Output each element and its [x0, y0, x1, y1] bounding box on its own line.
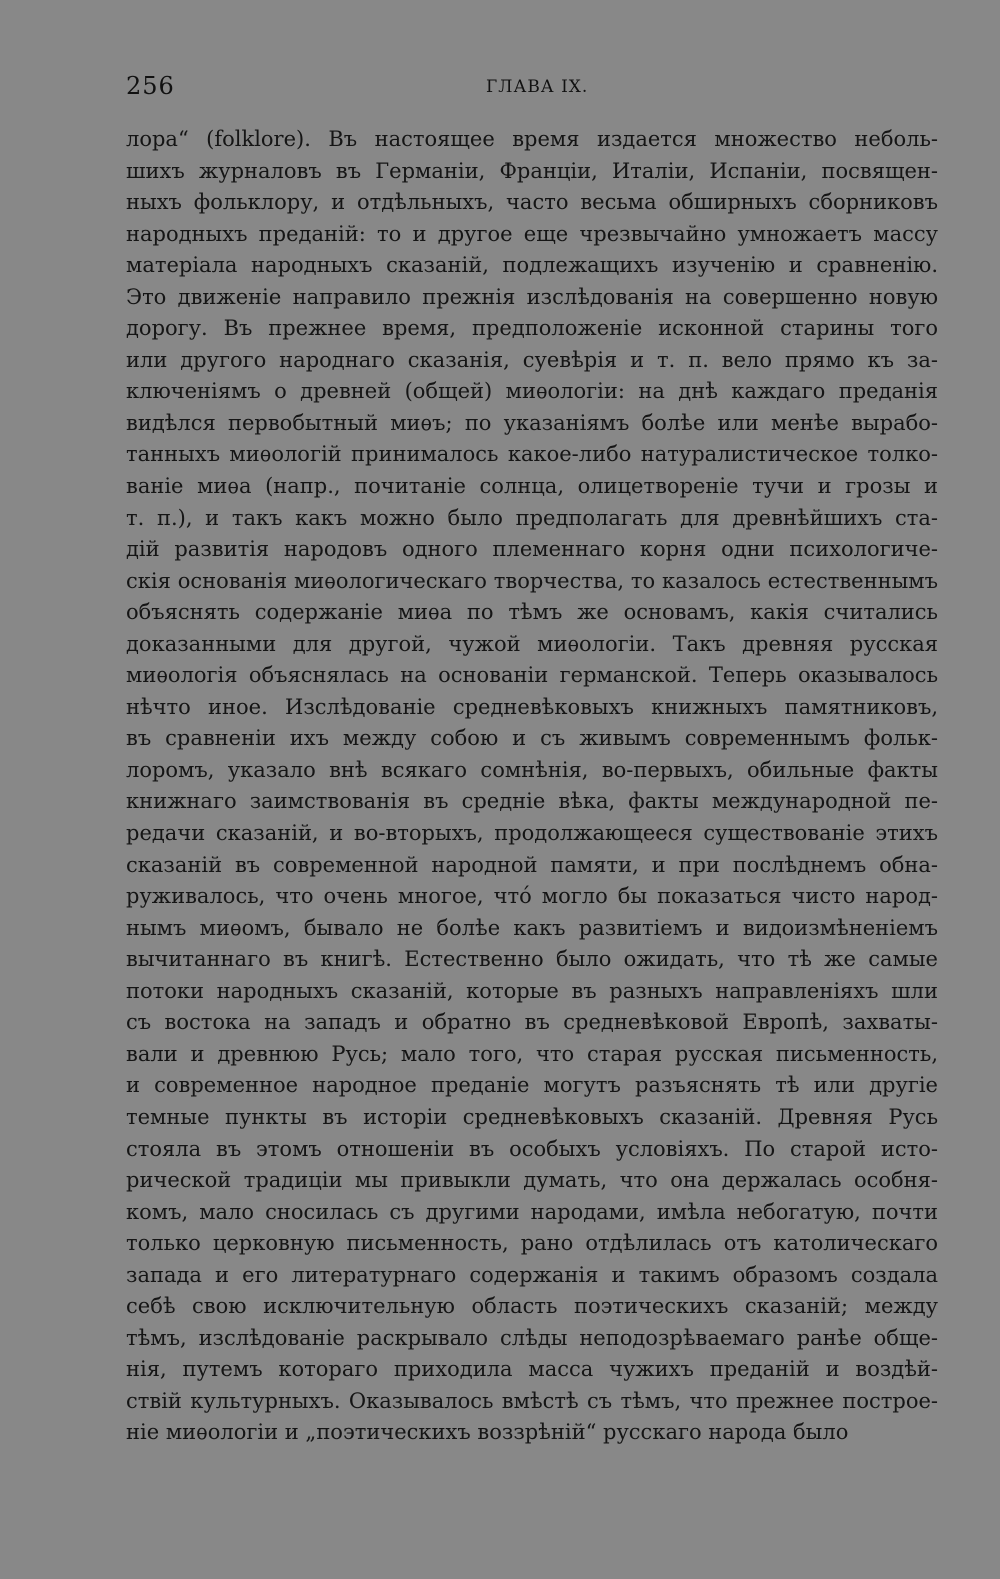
text-line: съ востока на западъ и обратно въ средневѣковой Европѣ, захваты-	[126, 1010, 938, 1035]
text-line: дій развитія народовъ одного племеннаго корня одни психологиче-	[126, 537, 938, 562]
text-line: руживалось, что очень многое, что́ могло бы показаться чисто народ-	[126, 884, 938, 909]
text-line: комъ, мало сносилась съ другими народами, имѣла небогатую, почти	[126, 1199, 938, 1224]
text-line: потоки народныхъ сказаній, которые въ разныхъ направленіяхъ шли	[126, 978, 938, 1003]
text-line: лоромъ, указало внѣ всякаго сомнѣнія, во-первыхъ, обильные факты	[126, 757, 938, 782]
page-header	[126, 72, 936, 108]
text-line: себѣ свою исключительную область поэтическихъ сказаній; между	[126, 1294, 938, 1319]
text-line: скія основанія миѳологическаго творчества, то казалось естественнымъ	[126, 568, 938, 593]
text-line: нѣчто иное. Изслѣдованіе средневѣковыхъ книжныхъ памятниковъ,	[126, 694, 938, 719]
text-line: стояла въ этомъ отношеніи въ особыхъ условіяхъ. По старой исто-	[126, 1136, 938, 1161]
text-line: нія, путемъ котораго приходила масса чужихъ преданій и воздѣй-	[126, 1357, 938, 1382]
text-line: народныхъ преданій: то и другое еще чрезвычайно умножаетъ массу	[126, 221, 938, 246]
text-line: книжнаго заимствованія въ средніе вѣка, факты международной пе-	[126, 789, 938, 814]
text-line: объяснять содержаніе миѳа по тѣмъ же основамъ, какія считались	[126, 600, 938, 625]
text-line: ныхъ фольклору, и отдѣльныхъ, часто весьма обширныхъ сборниковъ	[126, 190, 938, 215]
text-line: рической традиціи мы привыкли думать, что она держалась особня-	[126, 1168, 938, 1193]
text-line: и современное народное преданіе могутъ разъяснять тѣ или другіе	[126, 1073, 938, 1098]
page-number: 256	[126, 72, 175, 100]
body-text	[126, 124, 938, 1449]
text-line: шихъ журналовъ въ Германіи, Франціи, Италіи, Испаніи, посвящен-	[126, 158, 938, 183]
text-line: ствій культурныхъ. Оказывалось вмѣстѣ съ тѣмъ, что прежнее построе-	[126, 1388, 938, 1413]
text-line: ваніе миѳа (напр., почитаніе солнца, олицетвореніе тучи и грозы и	[126, 474, 938, 499]
text-line: темные пункты въ исторіи средневѣковыхъ сказаній. Древняя Русь	[126, 1104, 938, 1129]
text-line: сказаній въ современной народной памяти, и при послѣднемъ обна-	[126, 852, 938, 877]
text-line: редачи сказаній, и во-вторыхъ, продолжающееся существованіе этихъ	[126, 821, 938, 846]
text-line: Это движеніе направило прежнія изслѣдованія на совершенно новую	[126, 284, 938, 309]
text-line: дорогу. Въ прежнее время, предположеніе исконной старины того	[126, 316, 938, 341]
text-line: или другого народнаго сказанія, суевѣрія и т. п. вело прямо къ за-	[126, 347, 938, 372]
text-line: ніе миѳологіи и „поэтическихъ воззрѣній“ русскаго народа было	[126, 1420, 849, 1445]
text-line: запада и его литературнаго содержанія и такимъ образомъ создала	[126, 1262, 938, 1287]
text-line: въ сравненіи ихъ между собою и съ живымъ современнымъ фольк-	[126, 726, 938, 751]
running-head: ГЛАВА IX.	[486, 77, 589, 97]
text-line: лора“ (folklore). Въ настоящее время издается множество неболь-	[126, 127, 938, 151]
text-line: вычитаннаго въ книгѣ. Естественно было ожидать, что тѣ же самые	[126, 947, 938, 972]
text-line: танныхъ миѳологій принималось какое-либо натуралистическое толко-	[126, 442, 938, 467]
text-line: вали и древнюю Русь; мало того, что старая русская письменность,	[126, 1041, 938, 1066]
text-line: миѳологія объяснялась на основаніи германской. Теперь оказывалось	[126, 663, 938, 688]
text-line: матеріала народныхъ сказаній, подлежащихъ изученію и сравненію.	[126, 253, 938, 278]
text-line: видѣлся первобытный миѳъ; по указаніямъ болѣе или менѣе вырабо-	[126, 410, 938, 435]
text-line: нымъ миѳомъ, бывало не болѣе какъ развитіемъ и видоизмѣненіемъ	[126, 915, 938, 940]
text-line: т. п.), и такъ какъ можно было предполагать для древнѣйшихъ ста-	[126, 505, 938, 530]
text-line: тѣмъ, изслѣдованіе раскрывало слѣды неподозрѣваемаго ранѣе обще-	[126, 1325, 938, 1350]
text-line: доказанными для другой, чужой миѳологіи. Такъ древняя русская	[126, 631, 938, 656]
text-line: ключеніямъ о древней (общей) миѳологіи: на днѣ каждаго преданія	[126, 379, 938, 404]
text-line: только церковную письменность, рано отдѣлилась отъ католическаго	[126, 1231, 938, 1256]
